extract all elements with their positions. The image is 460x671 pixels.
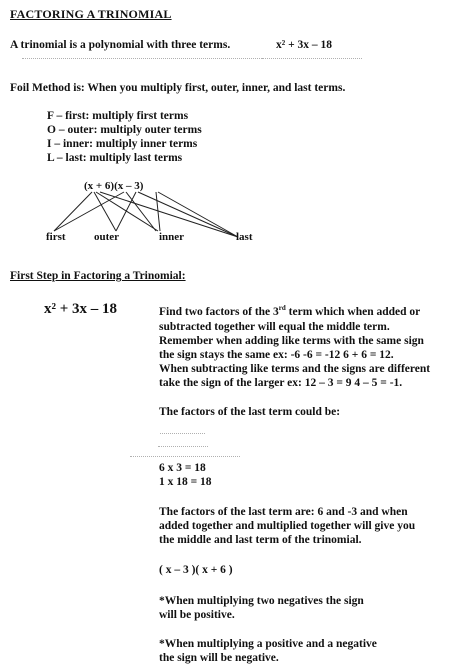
faint-line bbox=[158, 446, 208, 447]
trinomial-example: x² + 3x – 18 bbox=[276, 39, 333, 51]
faint-line bbox=[160, 433, 205, 434]
faint-line bbox=[262, 58, 362, 59]
faint-line bbox=[22, 58, 302, 59]
explanation-line: Remember when adding like terms with the same sign bbox=[159, 335, 424, 347]
faint-line bbox=[130, 456, 240, 457]
note-line: *When multiplying two negatives the sign bbox=[159, 595, 364, 607]
foil-item-inner: I – inner: multiply inner terms bbox=[47, 138, 198, 150]
explanation-line: the sign stays the same ex: -6 -6 = -12 6 + 6 = 12. bbox=[159, 349, 394, 361]
foil-intro: Foil Method is: When you multiply first, outer, inner, and last terms. bbox=[10, 82, 346, 94]
foil-diagram bbox=[40, 176, 270, 246]
note-line: the sign will be negative. bbox=[159, 652, 279, 664]
explanation-line: subtracted together will equal the middle term. bbox=[159, 321, 390, 333]
foil-item-outer: O – outer: multiply outer terms bbox=[47, 124, 202, 136]
factor-pair: 1 x 18 = 18 bbox=[159, 476, 212, 488]
explanation-line: When subtracting like terms and the signs are different bbox=[159, 363, 431, 375]
factored-answer: ( x – 3 )( x + 6 ) bbox=[159, 564, 233, 576]
connector-line bbox=[138, 192, 238, 237]
conclusion-line: The factors of the last term are: 6 and -3 and when bbox=[159, 506, 408, 518]
note-line: will be positive. bbox=[159, 609, 235, 621]
conclusion-line: added together and multiplied together will give you bbox=[159, 520, 416, 532]
note-line: *When multiplying a positive and a negative bbox=[159, 638, 377, 650]
foil-label-first: first bbox=[46, 231, 66, 243]
conclusion-line: the middle and last term of the trinomial. bbox=[159, 534, 362, 546]
foil-label-inner: inner bbox=[159, 231, 185, 243]
connector-line bbox=[54, 192, 124, 231]
foil-label-last: last bbox=[236, 231, 253, 243]
factors-intro: The factors of the last term could be: bbox=[159, 406, 341, 418]
trinomial-expression: x² + 3x – 18 bbox=[44, 301, 118, 317]
factor-pair: 6 x 3 = 18 bbox=[159, 462, 206, 474]
foil-item-last: L – last: multiply last terms bbox=[47, 152, 183, 164]
connector-line bbox=[54, 192, 92, 231]
explanation-line: Find two factors of the 3rd term which when added or bbox=[159, 304, 421, 318]
section-heading: First Step in Factoring a Trinomial: bbox=[10, 270, 186, 282]
trinomial-definition: A trinomial is a polynomial with three terms. bbox=[10, 39, 231, 51]
explanation-line: take the sign of the larger ex: 12 – 3 = 9 4 – 5 = -1. bbox=[159, 377, 403, 389]
foil-item-first: F – first: multiply first terms bbox=[47, 110, 189, 122]
page-title: FACTORING A TRINOMIAL bbox=[10, 7, 172, 21]
foil-expression: (x + 6)(x – 3) bbox=[84, 180, 144, 192]
foil-label-outer: outer bbox=[94, 231, 120, 243]
